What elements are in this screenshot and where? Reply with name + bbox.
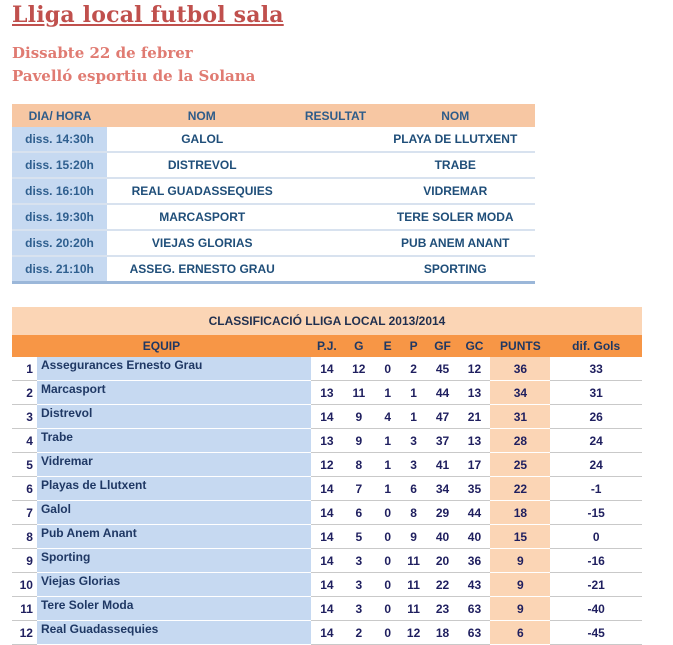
- goals-against: 63: [459, 621, 491, 645]
- home-team: REAL GUADASSEQUIES: [108, 178, 295, 204]
- games-drawn: 1: [375, 477, 401, 501]
- games-won: 3: [343, 573, 375, 597]
- team-name: Trabe: [37, 429, 311, 453]
- match-result: [295, 256, 375, 283]
- standings-row: [12, 597, 642, 621]
- match-time: diss. 14:30h: [12, 127, 108, 152]
- games-drawn: 0: [375, 357, 401, 381]
- page-title: Lliga local futbol sala: [12, 2, 284, 28]
- games-won: 8: [343, 453, 375, 477]
- team-name: Pub Anem Anant: [37, 525, 311, 549]
- away-team: VIDREMAR: [376, 178, 535, 204]
- games-won: 5: [343, 525, 375, 549]
- venue: Pavelló esportiu de la Solana: [12, 67, 256, 85]
- team-name: Tere Soler Moda: [37, 597, 311, 621]
- games-lost: 11: [401, 549, 427, 573]
- header-team: EQUIP: [12, 335, 311, 357]
- home-team: GALOL: [108, 127, 295, 152]
- goals-against: 12: [459, 357, 491, 381]
- away-team: PLAYA DE LLUTXENT: [376, 127, 535, 152]
- games-won: 3: [343, 549, 375, 573]
- standings-header-row: [12, 335, 642, 357]
- team-points: 28: [490, 429, 550, 453]
- schedule-row: [12, 204, 535, 230]
- match-result: [295, 152, 375, 178]
- goals-for: 44: [427, 381, 459, 405]
- goal-difference: -1: [550, 477, 642, 501]
- match-time: diss. 15:20h: [12, 152, 108, 178]
- match-result: [295, 204, 375, 230]
- team-points: 9: [490, 549, 550, 573]
- schedule-row: [12, 152, 535, 178]
- standings-row: [12, 381, 642, 405]
- games-won: 6: [343, 501, 375, 525]
- schedule-row: [12, 230, 535, 256]
- games-drawn: 0: [375, 621, 401, 645]
- team-name: Viejas Glorias: [37, 573, 311, 597]
- match-result: [295, 178, 375, 204]
- goals-against: 36: [459, 549, 491, 573]
- home-team: DISTREVOL: [108, 152, 295, 178]
- games-lost: 9: [401, 525, 427, 549]
- team-points: 6: [490, 621, 550, 645]
- away-team: PUB ANEM ANANT: [376, 230, 535, 256]
- goal-difference: -45: [550, 621, 642, 645]
- team-name: Galol: [37, 501, 311, 525]
- goals-against: 63: [459, 597, 491, 621]
- games-played: 14: [311, 477, 343, 501]
- goals-for: 41: [427, 453, 459, 477]
- standings-row: [12, 525, 642, 549]
- games-played: 12: [311, 453, 343, 477]
- match-date: Dissabte 22 de febrer: [12, 44, 193, 62]
- match-time: diss. 20:20h: [12, 230, 108, 256]
- standings-row: [12, 405, 642, 429]
- team-name: Vidremar: [37, 453, 311, 477]
- goals-against: 21: [459, 405, 491, 429]
- standings-row: [12, 429, 642, 453]
- header-time: DIA/ HORA: [12, 104, 108, 127]
- goals-for: 22: [427, 573, 459, 597]
- games-drawn: 4: [375, 405, 401, 429]
- games-played: 14: [311, 357, 343, 381]
- goals-for: 34: [427, 477, 459, 501]
- games-lost: 12: [401, 621, 427, 645]
- standings-caption-row: [12, 307, 642, 335]
- team-name: Marcasport: [37, 381, 311, 405]
- goal-difference: -21: [550, 573, 642, 597]
- games-lost: 3: [401, 429, 427, 453]
- header-goals-against: GC: [459, 335, 491, 357]
- header-won: G: [343, 335, 375, 357]
- team-name: Sporting: [37, 549, 311, 573]
- team-position: 12: [12, 621, 37, 645]
- standings-row: [12, 357, 642, 381]
- header-drawn: E: [375, 335, 401, 357]
- games-lost: 8: [401, 501, 427, 525]
- schedule-row: [12, 127, 535, 152]
- team-name: Playas de Llutxent: [37, 477, 311, 501]
- match-time: diss. 19:30h: [12, 204, 108, 230]
- goals-against: 40: [459, 525, 491, 549]
- team-points: 15: [490, 525, 550, 549]
- games-played: 13: [311, 429, 343, 453]
- header-points: PUNTS: [490, 335, 550, 357]
- team-position: 4: [12, 429, 37, 453]
- goals-for: 45: [427, 357, 459, 381]
- goals-for: 37: [427, 429, 459, 453]
- goals-against: 13: [459, 381, 491, 405]
- team-points: 36: [490, 357, 550, 381]
- standings-row: [12, 453, 642, 477]
- goals-against: 17: [459, 453, 491, 477]
- games-won: 12: [343, 357, 375, 381]
- goals-for: 23: [427, 597, 459, 621]
- team-position: 3: [12, 405, 37, 429]
- team-position: 2: [12, 381, 37, 405]
- games-drawn: 1: [375, 429, 401, 453]
- team-points: 22: [490, 477, 550, 501]
- goal-difference: -16: [550, 549, 642, 573]
- games-drawn: 0: [375, 573, 401, 597]
- goals-for: 20: [427, 549, 459, 573]
- goals-against: 35: [459, 477, 491, 501]
- match-time: diss. 16:10h: [12, 178, 108, 204]
- games-won: 7: [343, 477, 375, 501]
- team-position: 5: [12, 453, 37, 477]
- games-played: 14: [311, 549, 343, 573]
- header-played: P.J.: [311, 335, 343, 357]
- match-result: [295, 230, 375, 256]
- team-points: 25: [490, 453, 550, 477]
- games-lost: 3: [401, 453, 427, 477]
- games-played: 14: [311, 405, 343, 429]
- goals-against: 44: [459, 501, 491, 525]
- games-drawn: 0: [375, 501, 401, 525]
- team-position: 6: [12, 477, 37, 501]
- team-points: 31: [490, 405, 550, 429]
- team-points: 34: [490, 381, 550, 405]
- team-name: Real Guadassequies: [37, 621, 311, 645]
- games-lost: 11: [401, 597, 427, 621]
- header-result: RESULTAT: [295, 104, 375, 127]
- header-goals-for: GF: [427, 335, 459, 357]
- games-played: 13: [311, 381, 343, 405]
- schedule-header-row: [12, 104, 535, 127]
- games-won: 3: [343, 597, 375, 621]
- standings-row: [12, 501, 642, 525]
- games-won: 2: [343, 621, 375, 645]
- goal-difference: -15: [550, 501, 642, 525]
- games-lost: 11: [401, 573, 427, 597]
- standings-row: [12, 477, 642, 501]
- games-won: 9: [343, 405, 375, 429]
- team-name: Distrevol: [37, 405, 311, 429]
- standings-table: [12, 307, 642, 645]
- games-lost: 2: [401, 357, 427, 381]
- goal-difference: 26: [550, 405, 642, 429]
- team-points: 9: [490, 573, 550, 597]
- goal-difference: 24: [550, 453, 642, 477]
- games-won: 9: [343, 429, 375, 453]
- goals-for: 47: [427, 405, 459, 429]
- goals-against: 43: [459, 573, 491, 597]
- games-drawn: 0: [375, 549, 401, 573]
- goals-for: 18: [427, 621, 459, 645]
- standings-row: [12, 573, 642, 597]
- team-position: 10: [12, 573, 37, 597]
- header-lost: P: [401, 335, 427, 357]
- goal-difference: 33: [550, 357, 642, 381]
- goals-against: 13: [459, 429, 491, 453]
- goal-difference: 24: [550, 429, 642, 453]
- games-played: 14: [311, 621, 343, 645]
- team-position: 1: [12, 357, 37, 381]
- team-position: 9: [12, 549, 37, 573]
- match-time: diss. 21:10h: [12, 256, 108, 283]
- away-team: TERE SOLER MODA: [376, 204, 535, 230]
- away-team: TRABE: [376, 152, 535, 178]
- team-points: 9: [490, 597, 550, 621]
- games-drawn: 0: [375, 525, 401, 549]
- team-name: Assegurances Ernesto Grau: [37, 357, 311, 381]
- home-team: VIEJAS GLORIAS: [108, 230, 295, 256]
- away-team: SPORTING: [376, 256, 535, 283]
- standings-caption: CLASSIFICACIÓ LLIGA LOCAL 2013/2014: [12, 307, 642, 335]
- games-drawn: 1: [375, 453, 401, 477]
- home-team: ASSEG. ERNESTO GRAU: [108, 256, 295, 283]
- team-position: 11: [12, 597, 37, 621]
- goal-difference: 31: [550, 381, 642, 405]
- games-drawn: 0: [375, 597, 401, 621]
- schedule-row: [12, 256, 535, 283]
- games-played: 14: [311, 573, 343, 597]
- games-lost: 1: [401, 405, 427, 429]
- header-goal-diff: dif. Gols: [550, 335, 642, 357]
- games-won: 11: [343, 381, 375, 405]
- games-played: 14: [311, 501, 343, 525]
- schedule-row: [12, 178, 535, 204]
- goal-difference: -40: [550, 597, 642, 621]
- schedule-table: [12, 104, 535, 284]
- standings-row: [12, 549, 642, 573]
- games-played: 14: [311, 525, 343, 549]
- games-played: 14: [311, 597, 343, 621]
- header-home: NOM: [108, 104, 295, 127]
- games-lost: 6: [401, 477, 427, 501]
- team-position: 7: [12, 501, 37, 525]
- goals-for: 40: [427, 525, 459, 549]
- team-points: 18: [490, 501, 550, 525]
- header-away: NOM: [376, 104, 535, 127]
- goal-difference: 0: [550, 525, 642, 549]
- home-team: MARCASPORT: [108, 204, 295, 230]
- match-result: [295, 127, 375, 152]
- games-drawn: 1: [375, 381, 401, 405]
- goals-for: 29: [427, 501, 459, 525]
- games-lost: 1: [401, 381, 427, 405]
- team-position: 8: [12, 525, 37, 549]
